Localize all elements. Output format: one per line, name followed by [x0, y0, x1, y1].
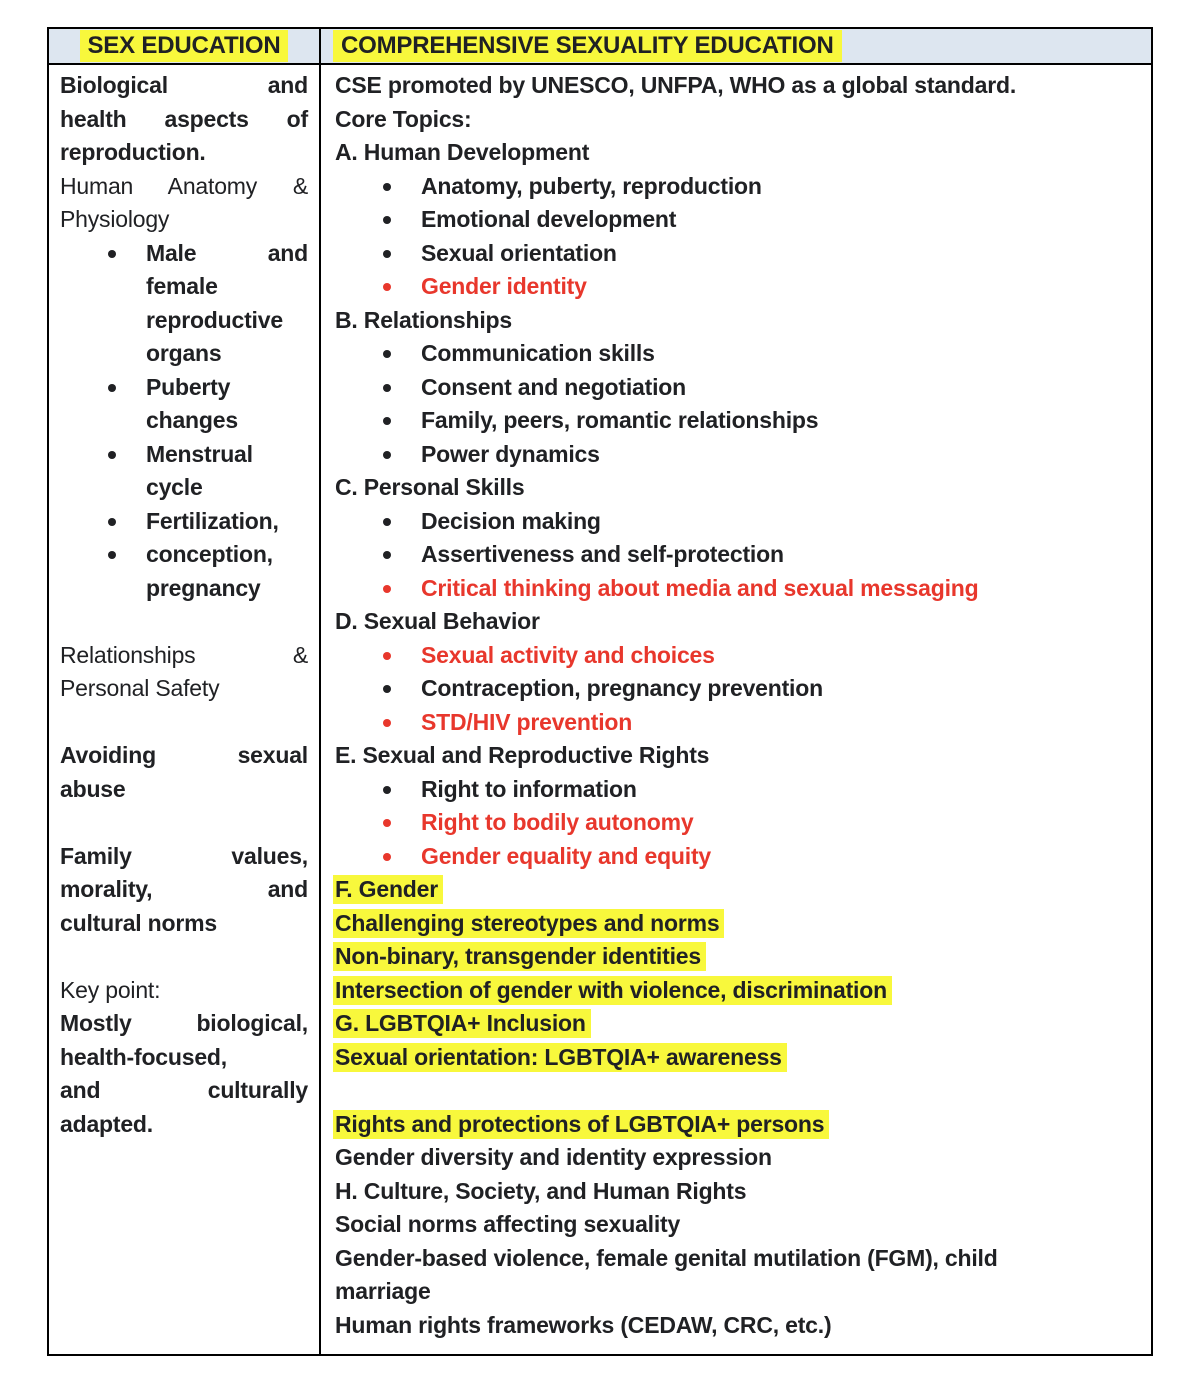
text-line	[60, 337, 308, 371]
line-text: abuse	[60, 775, 126, 802]
bullet-icon	[383, 250, 391, 258]
line-text: cultural norms	[60, 909, 217, 936]
line-text: Puberty	[146, 373, 231, 400]
line-text: morality, and	[60, 876, 308, 902]
bullet-icon	[383, 451, 391, 459]
line-text: Gender equality and equity	[421, 842, 712, 869]
line-text: Physiology	[60, 206, 170, 232]
line-text: Mostly biological,	[60, 1010, 308, 1036]
line-text: A. Human Development	[335, 139, 590, 165]
line-text: Gender-based violence, female genital mutilation (FGM), child	[335, 1244, 998, 1271]
text-line	[60, 840, 308, 874]
text-line	[335, 907, 1141, 941]
line-text: Male and	[146, 239, 308, 266]
line-text: organs	[146, 340, 222, 366]
text-line	[60, 639, 308, 673]
text-line	[335, 471, 1141, 505]
bullet-item	[60, 237, 308, 271]
text-line	[60, 1007, 308, 1041]
blank-line	[335, 1074, 1141, 1108]
text-line	[335, 1275, 1141, 1309]
line-text: F. Gender	[333, 875, 443, 904]
comparison-table	[47, 27, 1153, 1356]
text-line	[60, 773, 308, 807]
bullet-item	[335, 404, 1141, 438]
text-line	[335, 1108, 1141, 1142]
bullet-item	[335, 337, 1141, 371]
text-line	[335, 1041, 1141, 1075]
text-line	[335, 873, 1141, 907]
bullet-item	[60, 538, 308, 572]
bullet-icon	[383, 652, 391, 660]
line-text: reproductive	[146, 306, 283, 333]
text-line	[60, 1041, 308, 1075]
bullet-icon	[108, 384, 116, 392]
line-text: E. Sexual and Reproductive Rights	[335, 742, 710, 768]
text-line	[60, 471, 308, 505]
bullet-icon	[383, 719, 391, 727]
text-line	[335, 1208, 1141, 1242]
text-line	[60, 136, 308, 170]
text-line	[335, 974, 1141, 1008]
header-cell-cse	[319, 29, 1151, 63]
line-text: conception,	[146, 541, 273, 567]
text-line	[60, 270, 308, 304]
line-text: Decision making	[421, 507, 601, 534]
bullet-icon	[383, 384, 391, 392]
line-text: Right to bodily autonomy	[421, 809, 694, 835]
text-line	[60, 672, 308, 706]
line-text: health-focused,	[60, 1043, 227, 1070]
bullet-item	[335, 505, 1141, 539]
text-line	[60, 1108, 308, 1142]
bullet-item	[335, 438, 1141, 472]
bullet-item	[60, 438, 308, 472]
bullet-icon	[108, 518, 116, 526]
text-line	[60, 203, 308, 237]
line-text: Biological and	[60, 72, 308, 98]
line-text: Assertiveness and self-protection	[421, 541, 784, 567]
bullet-icon	[383, 283, 391, 291]
line-text: health aspects of	[60, 105, 308, 132]
text-line	[60, 170, 308, 204]
bullet-item	[335, 237, 1141, 271]
line-text: CSE promoted by UNESCO, UNFPA, WHO as a global standard.	[335, 72, 1017, 98]
bullet-icon	[383, 551, 391, 559]
bullet-icon	[108, 250, 116, 258]
line-text: STD/HIV prevention	[421, 708, 633, 735]
line-text: Critical thinking about media and sexual messaging	[421, 574, 979, 601]
header-label-cse: COMPREHENSIVE SEXUALITY EDUCATION	[333, 30, 842, 62]
line-text: Sexual orientation: LGBTQIA+ awareness	[333, 1043, 787, 1072]
bullet-item	[335, 773, 1141, 807]
line-text: Consent and negotiation	[421, 373, 686, 400]
bullet-item	[335, 840, 1141, 874]
bullet-icon	[383, 853, 391, 861]
bullet-icon	[383, 685, 391, 693]
text-line	[335, 1141, 1141, 1175]
text-line	[335, 103, 1141, 137]
bullet-icon	[108, 451, 116, 459]
line-text: cycle	[146, 474, 203, 500]
text-line	[335, 605, 1141, 639]
line-text: Human rights frameworks (CEDAW, CRC, etc.)	[335, 1311, 832, 1338]
bullet-item	[335, 806, 1141, 840]
bullet-icon	[383, 350, 391, 358]
bullet-item	[335, 371, 1141, 405]
line-text: Family, peers, romantic relationships	[421, 407, 819, 433]
line-text: C. Personal Skills	[335, 474, 525, 500]
bullet-icon	[108, 551, 116, 559]
line-text: Core Topics:	[335, 105, 472, 132]
bullet-icon	[383, 216, 391, 224]
line-text: Anatomy, puberty, reproduction	[421, 172, 762, 199]
line-text: marriage	[335, 1278, 431, 1304]
line-text: female	[146, 273, 218, 299]
line-text: changes	[146, 407, 238, 433]
bullet-icon	[383, 819, 391, 827]
line-text: Challenging stereotypes and norms	[333, 909, 724, 938]
line-text: Right to information	[421, 775, 637, 802]
line-text: Social norms affecting sexuality	[335, 1211, 681, 1237]
bullet-item	[60, 371, 308, 405]
text-line	[335, 304, 1141, 338]
text-line	[60, 974, 308, 1008]
text-line	[335, 1242, 1141, 1276]
bullet-item	[335, 672, 1141, 706]
line-text: G. LGBTQIA+ Inclusion	[333, 1009, 591, 1038]
line-text: Menstrual	[146, 440, 253, 467]
bullet-icon	[383, 183, 391, 191]
text-line	[335, 1175, 1141, 1209]
line-text: Family values,	[60, 842, 308, 869]
text-line	[60, 404, 308, 438]
bullet-item	[335, 639, 1141, 673]
text-line	[60, 572, 308, 606]
text-line	[60, 1074, 308, 1108]
line-text: Key point:	[60, 976, 161, 1003]
line-text: Communication skills	[421, 340, 655, 366]
table-header-row	[49, 29, 1151, 65]
line-text: Contraception, pregnancy prevention	[421, 675, 823, 701]
bullet-item	[335, 270, 1141, 304]
line-text: Intersection of gender with violence, discrimination	[333, 976, 892, 1005]
line-text: Fertilization,	[146, 507, 279, 534]
line-text: Sexual orientation	[421, 239, 617, 266]
blank-line	[60, 706, 308, 740]
text-line	[60, 907, 308, 941]
line-text: and culturally	[60, 1077, 308, 1103]
line-text: Power dynamics	[421, 440, 600, 467]
text-line	[335, 1007, 1141, 1041]
line-text: Human Anatomy &	[60, 172, 308, 199]
text-line	[60, 69, 308, 103]
bullet-item	[335, 706, 1141, 740]
line-text: pregnancy	[146, 574, 261, 601]
line-text: B. Relationships	[335, 306, 512, 333]
header-label-sex-education: SEX EDUCATION	[80, 30, 289, 62]
blank-line	[60, 940, 308, 974]
line-text: adapted.	[60, 1110, 153, 1137]
bullet-item	[60, 505, 308, 539]
line-text: Gender diversity and identity expression	[335, 1144, 772, 1170]
bullet-icon	[383, 786, 391, 794]
bullet-icon	[383, 518, 391, 526]
text-line	[60, 103, 308, 137]
line-text: Rights and protections of LGBTQIA+ persons	[333, 1110, 829, 1139]
text-line	[60, 304, 308, 338]
bullet-icon	[383, 585, 391, 593]
line-text: Relationships &	[60, 641, 308, 668]
blank-line	[60, 806, 308, 840]
bullet-icon	[383, 417, 391, 425]
header-cell-sex-education	[49, 29, 319, 63]
line-text: Non-binary, transgender identities	[333, 942, 706, 971]
text-line	[60, 873, 308, 907]
line-text: D. Sexual Behavior	[335, 608, 540, 634]
bullet-item	[335, 572, 1141, 606]
table-body-row	[49, 65, 1151, 1354]
text-line	[60, 739, 308, 773]
text-line	[335, 739, 1141, 773]
bullet-item	[335, 203, 1141, 237]
line-text: Avoiding sexual	[60, 742, 308, 768]
line-text: Personal Safety	[60, 675, 220, 701]
cse-column	[319, 65, 1151, 1354]
text-line	[335, 69, 1141, 103]
bullet-item	[335, 170, 1141, 204]
sex-education-column	[49, 65, 319, 1354]
line-text: H. Culture, Society, and Human Rights	[335, 1177, 747, 1204]
line-text: Emotional development	[421, 206, 677, 232]
text-line	[335, 1309, 1141, 1343]
line-text: reproduction.	[60, 139, 206, 165]
line-text: Sexual activity and choices	[421, 641, 715, 668]
text-line	[335, 136, 1141, 170]
line-text: Gender identity	[421, 273, 587, 299]
blank-line	[60, 605, 308, 639]
text-line	[335, 940, 1141, 974]
bullet-item	[335, 538, 1141, 572]
